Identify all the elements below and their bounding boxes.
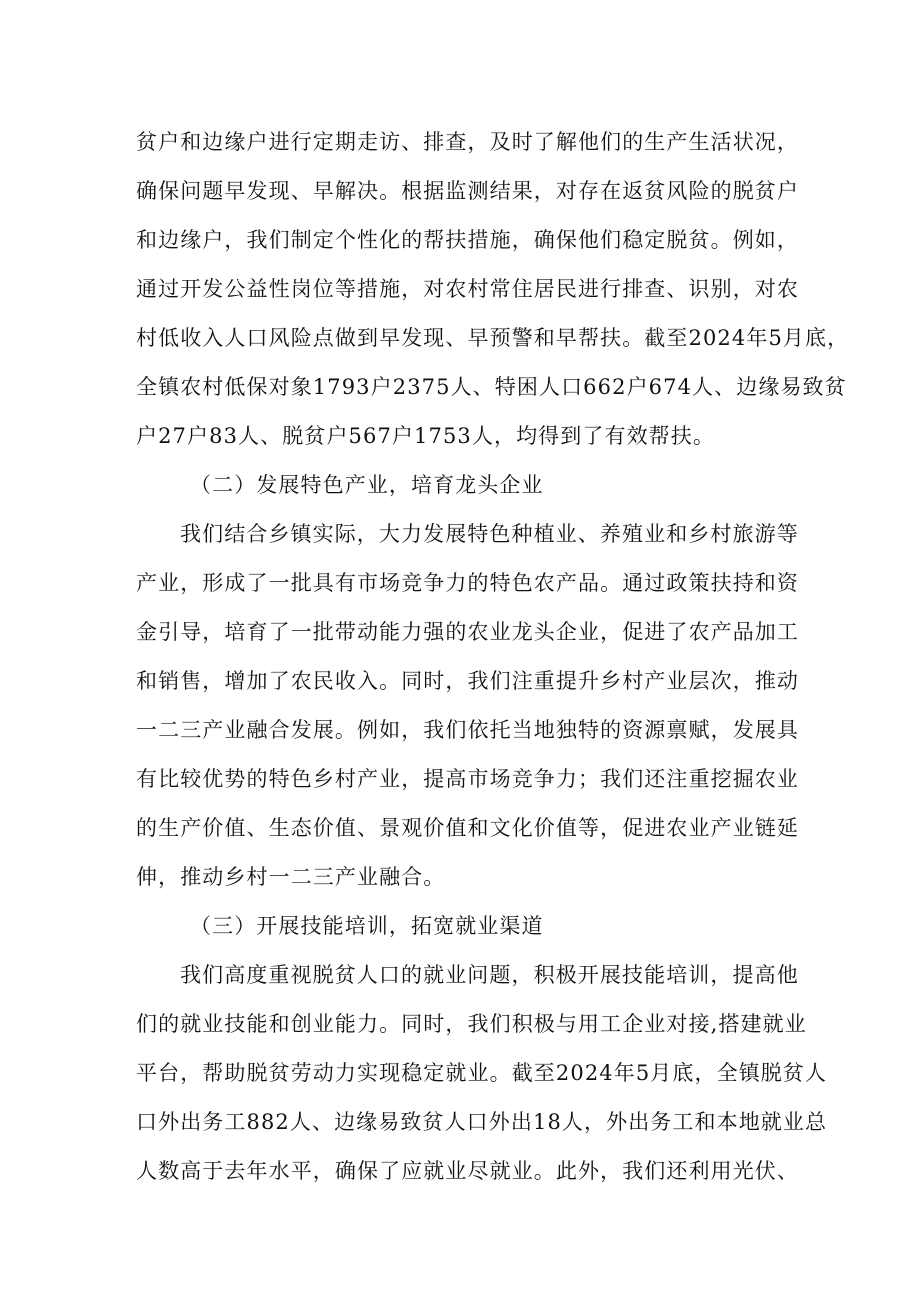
- text-line-4: 通过开发公益性岗位等措施，对农村常住居民进行排查、识别，对农: [136, 277, 799, 301]
- text-line-14: 有比较优势的特色乡村产业，提高市场竞争力；我们还注重挖掘农业: [136, 767, 799, 791]
- text-line-22: 人数高于去年水平，确保了应就业尽就业。此外，我们还利用光伏、: [136, 1159, 799, 1183]
- section-heading-2: （二）发展特色产业，培育龙头企业: [190, 473, 544, 497]
- text-line-16: 伸，推动乡村一二三产业融合。: [136, 865, 446, 889]
- text-line-5: 村低收入人口风险点做到早发现、早预警和早帮扶。截至2024年5月底，: [136, 326, 850, 350]
- section-heading-3: （三）开展技能培训，拓宽就业渠道: [190, 914, 544, 938]
- text-line-18: 我们高度重视脱贫人口的就业问题，积极开展技能培训，提高他: [180, 963, 799, 987]
- text-line-11: 金引导，培育了一批带动能力强的农业龙头企业，促进了农产品加工: [136, 620, 799, 644]
- text-line-9: 我们结合乡镇实际，大力发展特色种植业、养殖业和乡村旅游等: [180, 522, 799, 546]
- text-line-7: 户27户83人、脱贫户567户1753人，均得到了有效帮扶。: [136, 424, 715, 448]
- text-line-19: 们的就业技能和创业能力。同时，我们积极与用工企业对接,搭建就业: [136, 1012, 807, 1036]
- text-line-10: 产业，形成了一批具有市场竞争力的特色农产品。通过政策扶持和资: [136, 571, 799, 595]
- text-line-3: 和边缘户，我们制定个性化的帮扶措施，确保他们稳定脱贫。例如，: [136, 228, 799, 252]
- text-line-21: 口外出务工882人、边缘易致贫人口外出18人，外出务工和本地就业总: [136, 1110, 828, 1134]
- text-line-15: 的生产价值、生态价值、景观价值和文化价值等，促进农业产业链延: [136, 816, 799, 840]
- text-line-6: 全镇农村低保对象1793户2375人、特困人口662户674人、边缘易致贫: [136, 375, 847, 399]
- text-line-1: 贫户和边缘户进行定期走访、排查，及时了解他们的生产生活状况，: [136, 130, 799, 154]
- text-line-20: 平台，帮助脱贫劳动力实现稳定就业。截至2024年5月底，全镇脱贫人: [136, 1061, 828, 1085]
- text-line-12: 和销售，增加了农民收入。同时，我们注重提升乡村产业层次，推动: [136, 669, 799, 693]
- text-line-2: 确保问题早发现、早解决。根据监测结果，对存在返贫风险的脱贫户: [136, 179, 799, 203]
- document-body: [136, 118, 850, 1196]
- text-line-13: 一二三产业融合发展。例如，我们依托当地独特的资源禀赋，发展具: [136, 718, 799, 742]
